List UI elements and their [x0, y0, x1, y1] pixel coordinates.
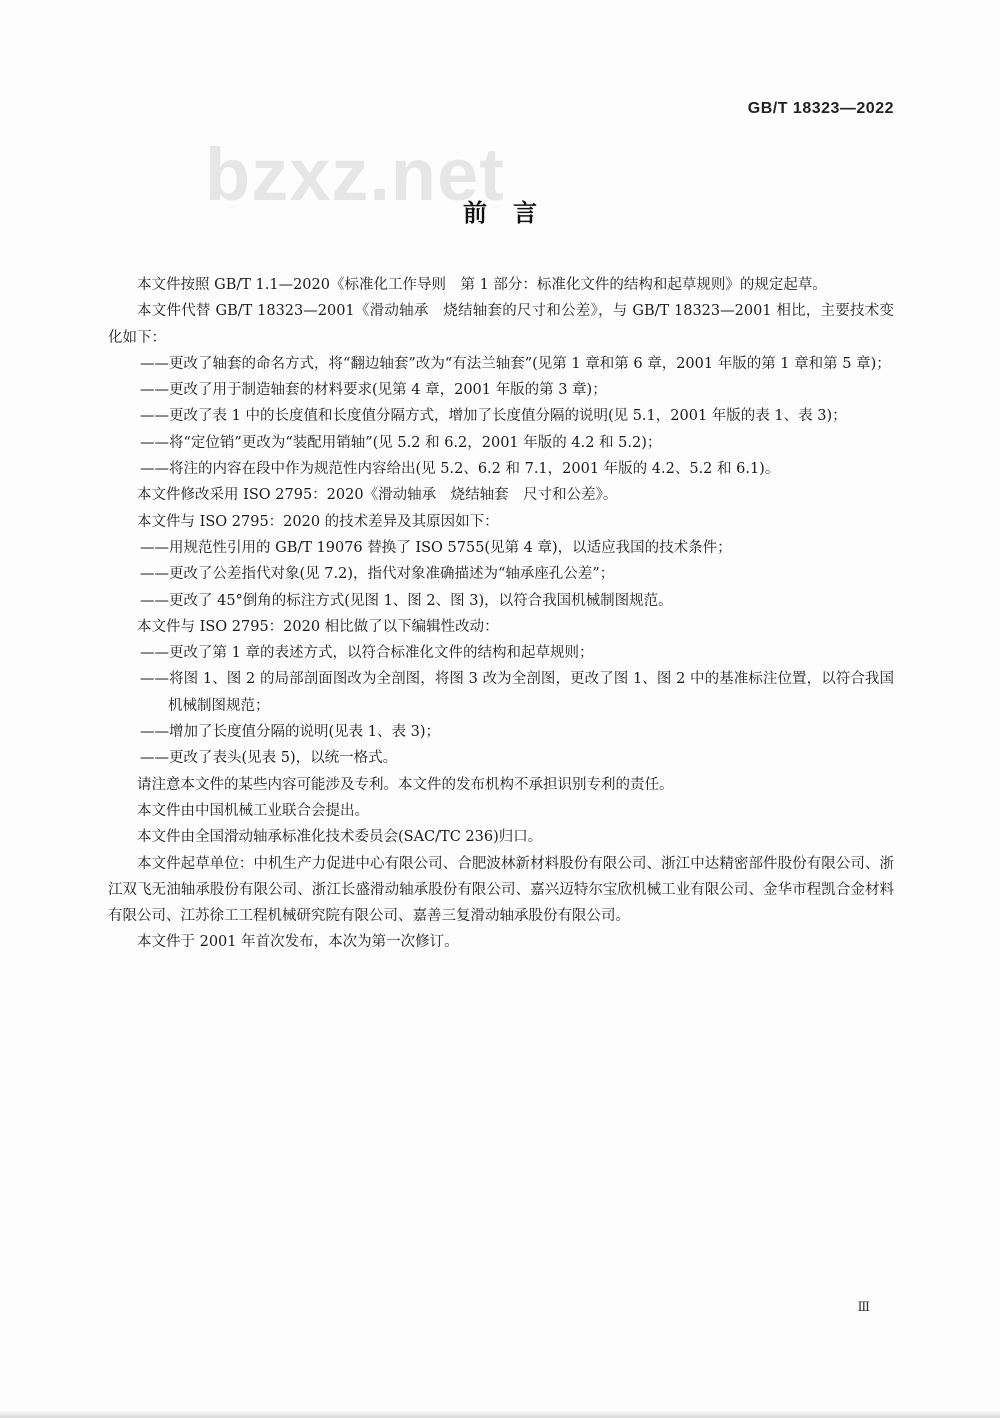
page-number: Ⅲ	[857, 1300, 870, 1315]
paragraph: 本文件修改采用 ISO 2795：2020《滑动轴承 烧结轴套 尺寸和公差》。	[137, 487, 618, 504]
list-item: ——更改了轴套的命名方式，将“翻边轴套”改为“有法兰轴套”(见第 1 章和第 6 章，2001 年版的第 1 章和第 5 章)；	[140, 355, 891, 372]
list-item: ——更改了 45°倒角的标注方式(见图 1、图 2、图 3)，以符合我国机械制图规范。	[140, 592, 673, 609]
paragraph: 请注意本文件的某些内容可能涉及专利。本文件的发布机构不承担识别专利的责任。	[137, 776, 674, 793]
list-item: ——更改了表 1 中的长度值和长度值分隔方式，增加了长度值分隔的说明(见 5.1，2001 年版的表 1、表 3)；	[140, 408, 847, 425]
list-item: ——将“定位销”更改为“装配用销轴”(见 5.2 和 6.2，2001 年版的 4.2 和 5.2)；	[140, 434, 662, 451]
page-edge-divider	[0, 1410, 1000, 1418]
paragraph: 本文件按照 GB/T 1.1—2020《标准化工作导则 第 1 部分：标准化文件的结构和起草规则》的规定起草。	[137, 277, 827, 293]
paragraph: 本文件与 ISO 2795：2020 相比做了以下编辑性改动：	[137, 618, 499, 635]
paragraph: 本文件由全国滑动轴承标准化技术委员会(SAC/TC 236)归口。	[137, 829, 543, 846]
list-item: ——更改了用于制造轴套的材料要求(见第 4 章，2001 年版的第 3 章)；	[140, 382, 607, 399]
list-item: ——更改了公差指代对象(见 7.2)，指代对象准确描述为“轴承座孔公差”；	[140, 566, 615, 583]
paragraph: 本文件代替 GB/T 18323—2001《滑动轴承 烧结轴套的尺寸和公差》，与 GB/T 18323—2001 相比，主要技术变化如下：	[108, 303, 894, 346]
list-item: ——将图 1、图 2 的局部剖面图改为全剖图，将图 3 改为全剖图，更改了图 1、图 2 中的基准标注位置，以符合我国机械制图规范；	[140, 671, 894, 714]
list-item: ——更改了表头(见表 5)，以统一格式。	[140, 750, 398, 767]
paragraph: 本文件于 2001 年首次发布，本次为第一次修订。	[137, 934, 459, 951]
standard-number: GB/T 18323—2022	[747, 100, 894, 117]
list-item: ——更改了第 1 章的表述方式，以符合标准化文件的结构和起草规则；	[140, 645, 594, 662]
paragraph: 本文件与 ISO 2795：2020 的技术差异及其原因如下：	[137, 513, 499, 530]
page-title: 前言	[463, 199, 563, 227]
paragraph: 本文件起草单位：中机生产力促进中心有限公司、合肥波林新材料股份有限公司、浙江中达精密部件股份有限公司、浙江双飞无油轴承股份有限公司、浙江长盛滑动轴承股份有限公司、嘉兴迈特尔宝欣机械工业有限公司、金华市程凯合金材料有限公司、江苏徐工工程机械研究院有限公司、嘉善三复滑动轴承股份有限公司。	[108, 855, 894, 925]
list-item: ——增加了长度值分隔的说明(见表 1、表 3)；	[140, 724, 440, 741]
list-item: ——将注的内容在段中作为规范性内容给出(见 5.2、6.2 和 7.1，2001 年版的 4.2、5.2 和 6.1)。	[140, 461, 780, 478]
watermark: bzxz.net	[205, 133, 505, 216]
list-item: ——用规范性引用的 GB/T 19076 替换了 ISO 5755(见第 4 章)，以适应我国的技术条件；	[140, 539, 732, 556]
paragraph: 本文件由中国机械工业联合会提出。	[137, 802, 369, 819]
foreword-body	[108, 272, 894, 956]
